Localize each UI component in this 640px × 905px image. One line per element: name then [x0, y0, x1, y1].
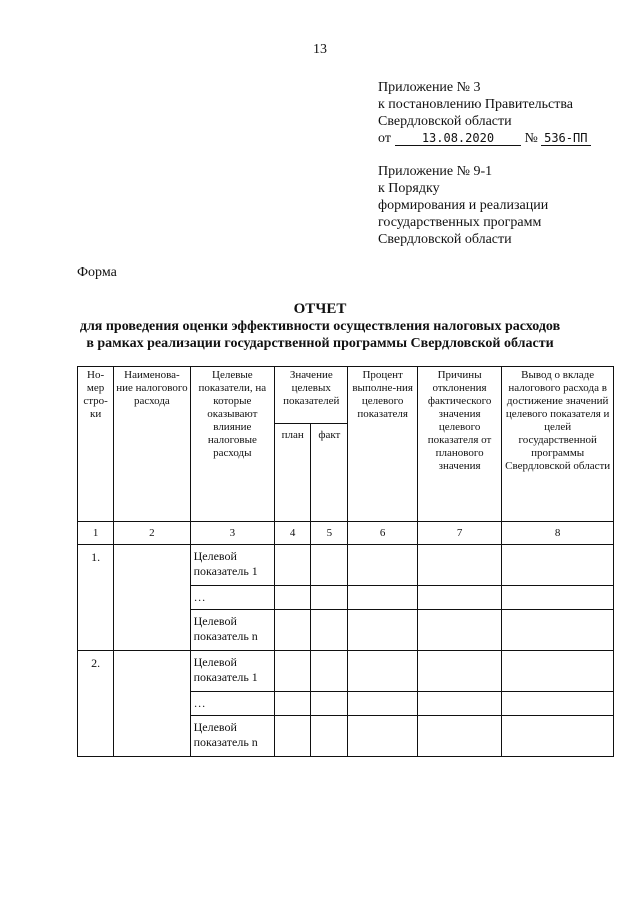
column-number: 2	[114, 522, 190, 545]
reason-cell	[417, 610, 501, 651]
decree-number: 536-ПП	[541, 131, 591, 146]
appendix2-line5: Свердловской области	[378, 232, 512, 247]
appendix2-line3: формирования и реализации	[378, 198, 549, 213]
reason-cell	[417, 692, 501, 716]
plan-cell	[275, 692, 311, 716]
percent-cell	[348, 651, 417, 692]
conclusion-cell	[502, 586, 614, 610]
plan-cell	[275, 586, 311, 610]
appendix1-line1: Приложение № 3	[378, 80, 481, 95]
column-number: 7	[417, 522, 501, 545]
column-number: 1	[78, 522, 114, 545]
conclusion-cell	[502, 651, 614, 692]
date-prefix: от	[378, 131, 391, 146]
appendix-block-1	[378, 79, 591, 147]
indicator-cell: Целевой показатель n	[190, 610, 274, 651]
header-plan: план	[275, 424, 311, 522]
header-fact: факт	[311, 424, 348, 522]
table-row	[78, 545, 614, 586]
indicator-cell: Целевой показатель 1	[190, 651, 274, 692]
conclusion-cell	[502, 692, 614, 716]
conclusion-cell	[502, 716, 614, 757]
appendix2-line1: Приложение № 9-1	[378, 164, 493, 179]
header-percent-completion: Процент выполне-ния целевого показателя	[348, 367, 417, 522]
column-number: 6	[348, 522, 417, 545]
tax-expense-name-cell	[114, 545, 190, 651]
form-label: Форма	[77, 265, 117, 280]
percent-cell	[348, 692, 417, 716]
fact-cell	[311, 610, 348, 651]
fact-cell	[311, 692, 348, 716]
report-title-block	[0, 300, 640, 352]
header-row-number: Но-мер стро-ки	[78, 367, 114, 522]
indicator-dots-cell: …	[190, 692, 274, 716]
row-number: 2.	[78, 651, 114, 757]
appendix-block-2	[378, 163, 548, 248]
report-table	[77, 366, 614, 757]
report-subtitle-2: в рамках реализации государственной программы Свердловской области	[86, 336, 554, 351]
plan-cell	[275, 716, 311, 757]
appendix1-date-line	[378, 130, 591, 147]
table-row	[78, 651, 614, 692]
fact-cell	[311, 716, 348, 757]
column-number: 3	[190, 522, 274, 545]
column-number: 5	[311, 522, 348, 545]
number-prefix: №	[524, 131, 538, 146]
header-conclusion: Вывод о вкладе налогового расхода в достижение значений целевого показателя и целей государственной программы Свердловской области	[502, 367, 614, 522]
header-row	[78, 367, 614, 424]
column-number: 4	[275, 522, 311, 545]
plan-cell	[275, 651, 311, 692]
tax-expense-name-cell	[114, 651, 190, 757]
indicator-cell: Целевой показатель n	[190, 716, 274, 757]
header-target-indicators: Целевые показатели, на которые оказывают влияние налоговые расходы	[190, 367, 274, 522]
header-tax-expense-name: Наименова-ние налогового расхода	[114, 367, 190, 522]
conclusion-cell	[502, 545, 614, 586]
indicator-cell: Целевой показатель 1	[190, 545, 274, 586]
appendix1-line2: к постановлению Правительства	[378, 97, 574, 112]
percent-cell	[348, 545, 417, 586]
plan-cell	[275, 610, 311, 651]
appendix2-line4: государственных программ	[378, 215, 542, 230]
reason-cell	[417, 716, 501, 757]
decree-date: 13.08.2020	[395, 131, 521, 146]
appendix1-line3: Свердловской области	[378, 114, 512, 129]
column-number-row	[78, 522, 614, 545]
fact-cell	[311, 545, 348, 586]
report-title: ОТЧЕТ	[293, 301, 347, 317]
header-deviation-reasons: Причины отклонения фактического значения целевого показателя от планового значения	[417, 367, 501, 522]
page-number: 13	[313, 42, 327, 57]
header-indicator-values: Значение целевых показателей	[275, 367, 348, 424]
reason-cell	[417, 586, 501, 610]
plan-cell	[275, 545, 311, 586]
conclusion-cell	[502, 610, 614, 651]
indicator-dots-cell: …	[190, 586, 274, 610]
row-number: 1.	[78, 545, 114, 651]
reason-cell	[417, 651, 501, 692]
fact-cell	[311, 651, 348, 692]
column-number: 8	[502, 522, 614, 545]
reason-cell	[417, 545, 501, 586]
appendix2-line2: к Порядку	[378, 181, 440, 196]
percent-cell	[348, 610, 417, 651]
percent-cell	[348, 716, 417, 757]
fact-cell	[311, 586, 348, 610]
report-subtitle-1: для проведения оценки эффективности осуществления налоговых расходов	[79, 319, 561, 334]
percent-cell	[348, 586, 417, 610]
